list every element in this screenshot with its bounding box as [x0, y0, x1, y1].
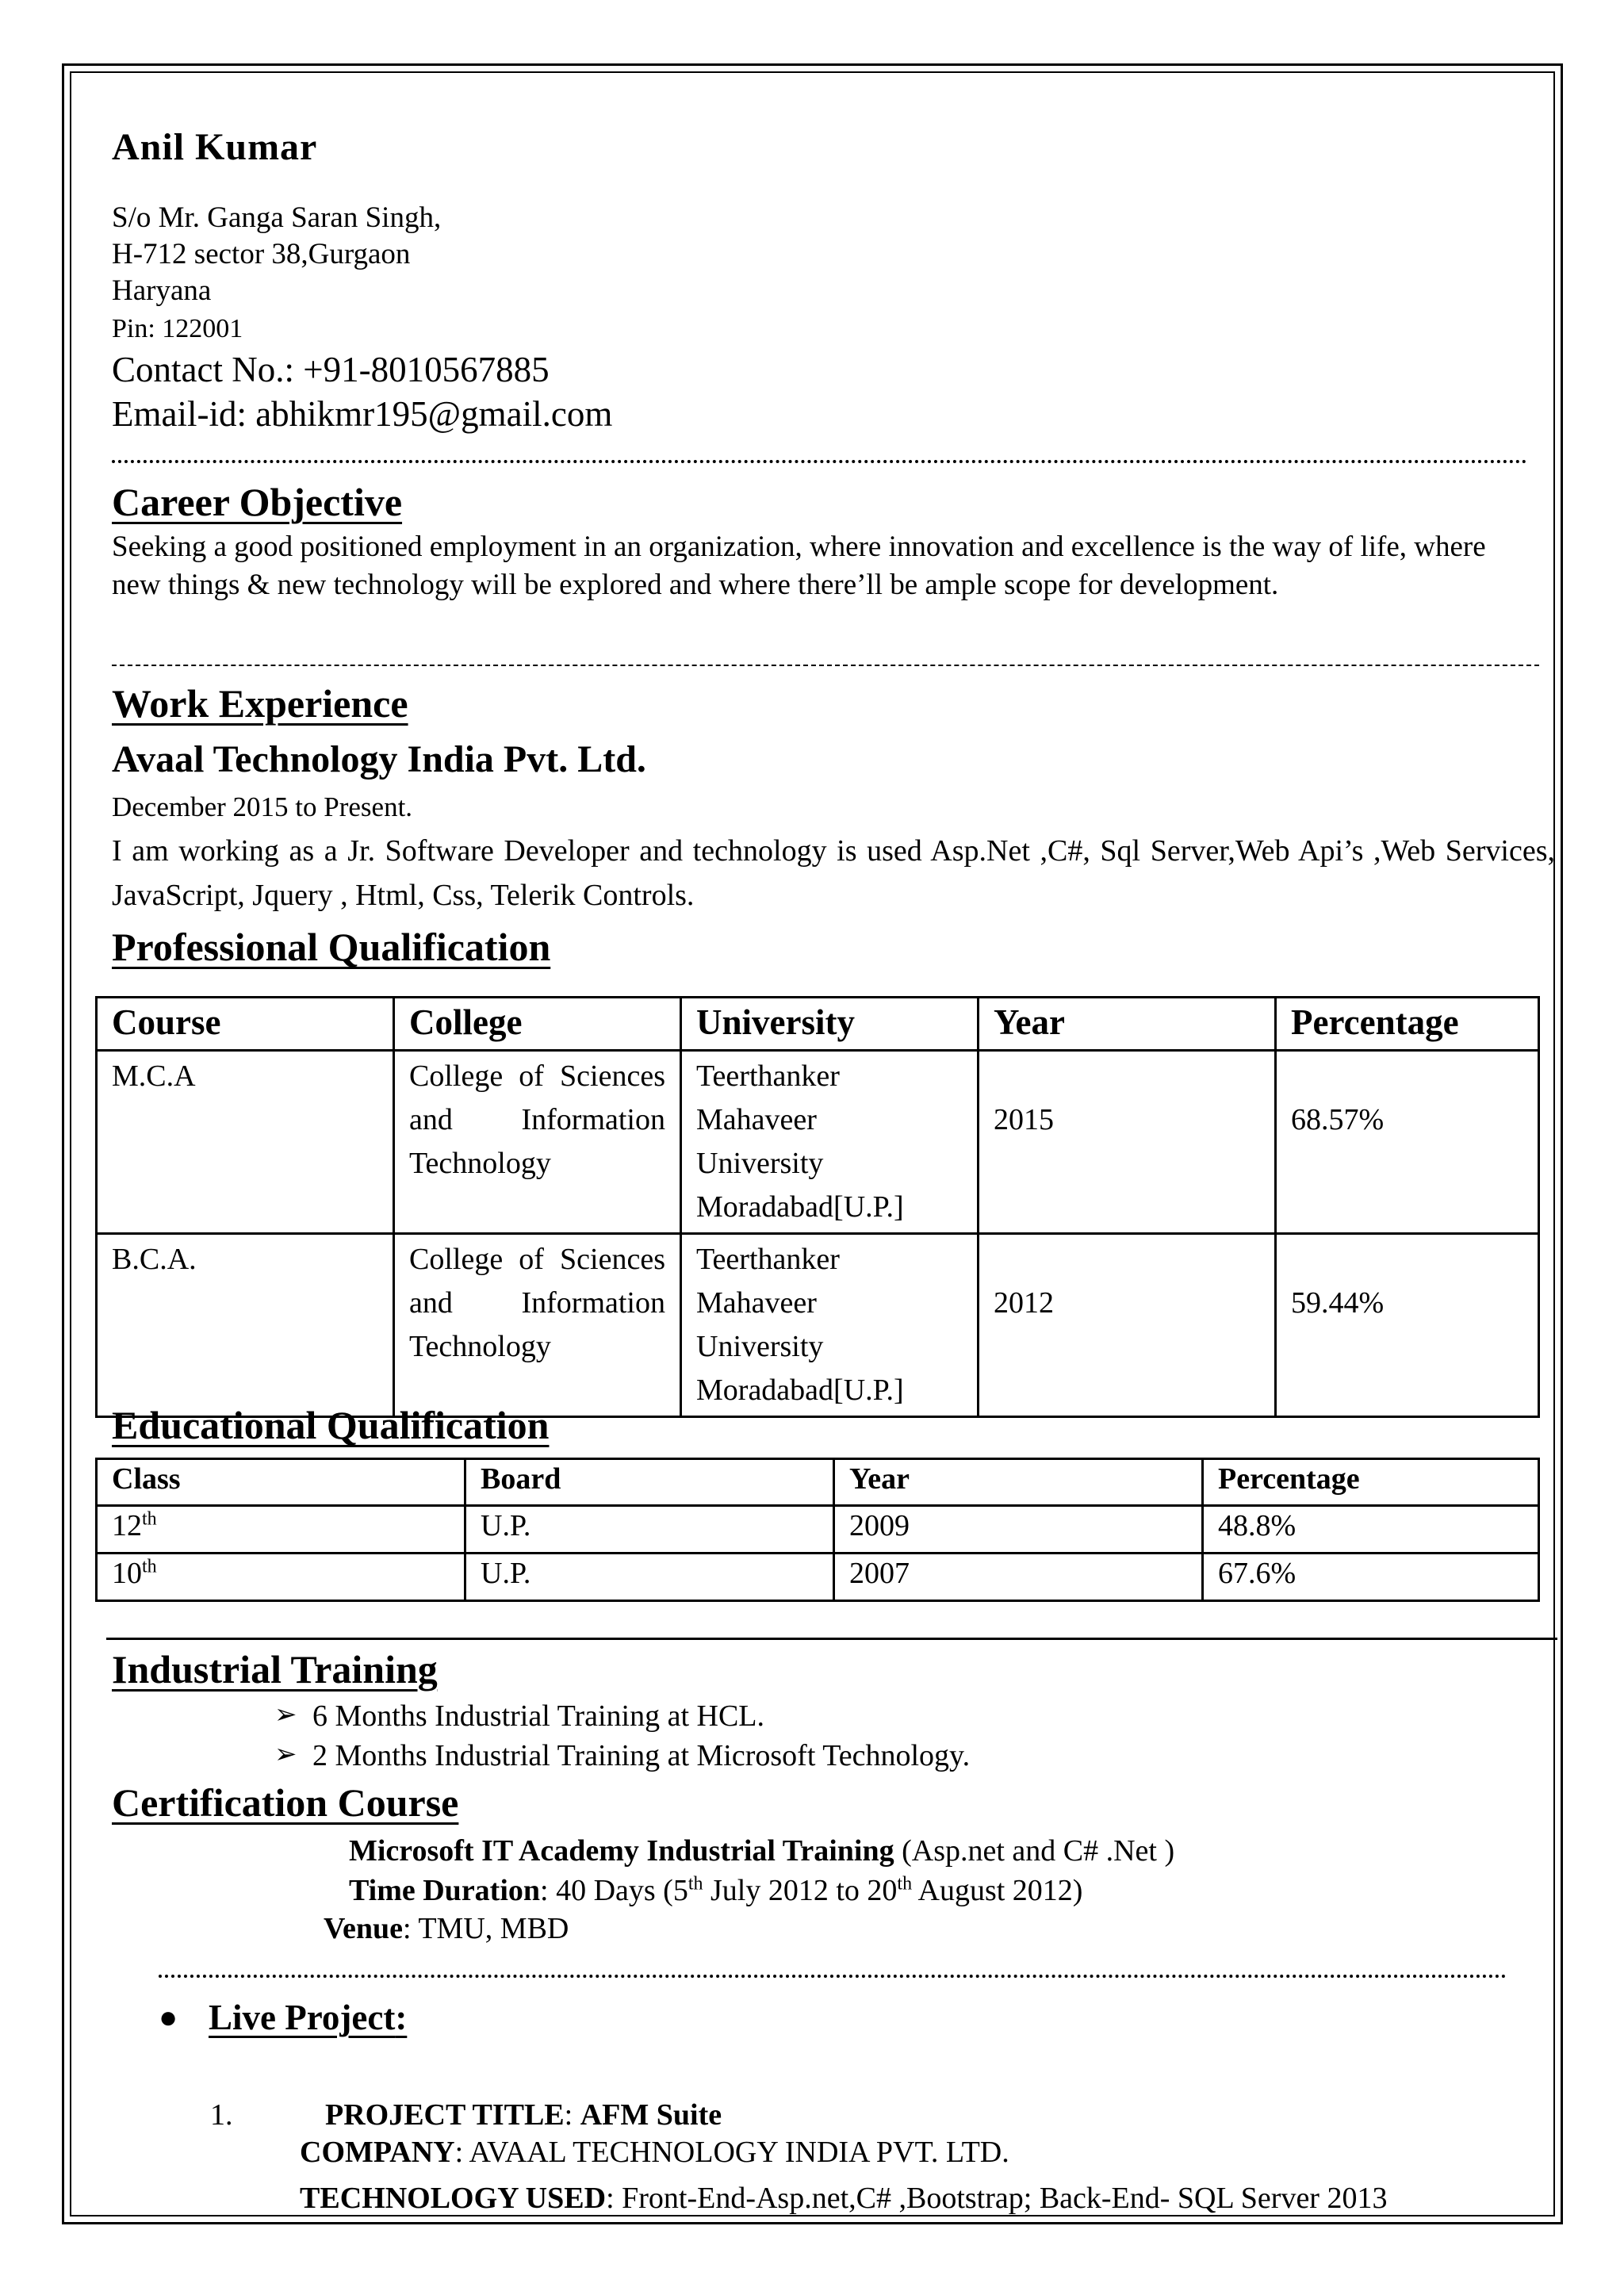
email-address: Email-id: abhikmr195@gmail.com [112, 394, 613, 434]
college-line: and Information [409, 1103, 665, 1136]
college-line: Technology [409, 1330, 551, 1363]
section-heading-live-project [209, 1997, 407, 2038]
ordinal-suffix: th [897, 1873, 913, 1895]
university-line: University [696, 1330, 824, 1363]
table-header-row [97, 998, 1539, 1051]
candidate-name: Anil Kumar [112, 126, 318, 168]
college-cell [394, 1051, 681, 1234]
work-description: I am working as a Jr. Software Developer and technology is used Asp.Net ,C#, Sql Server,Web Api’s ,Web Services, JavaScript, Jquery , Html, Css, Telerik Controls. [112, 834, 1555, 912]
career-objective-text: Seeking a good positioned employment in an organization, where innovation and excellence is the way of life, where new things & new technology will be explored and where there’ll be ample scope for development. [112, 531, 1486, 601]
duration-label: Time Duration [349, 1874, 541, 1907]
column-header: Course [97, 998, 394, 1051]
duration-text: : 40 Days (5 [540, 1874, 688, 1907]
certification-duration [349, 1873, 1082, 1908]
table-row [97, 1506, 1539, 1554]
column-header: Class [97, 1459, 465, 1506]
project-technology [300, 2181, 1387, 2216]
list-item: ➢ 2 Months Industrial Training at Microsoft Technology. [312, 1738, 970, 1773]
percentage-cell: 67.6% [1203, 1554, 1539, 1601]
section-heading-career: Career Objective [112, 480, 403, 524]
percentage-cell: 68.57% [1276, 1051, 1539, 1234]
university-line: Mahaveer [696, 1286, 817, 1320]
class-value: 12 [112, 1509, 142, 1542]
project-title-value: AFM Suite [580, 2098, 722, 2132]
duration-text: July 2012 to 20 [703, 1874, 898, 1907]
course-detail: (Asp.net and C# .Net ) [902, 1834, 1175, 1868]
project-company [300, 2135, 1009, 2170]
college-line: Technology [409, 1147, 551, 1180]
contact-number: Contact No.: +91-8010567885 [112, 350, 550, 389]
year-cell: 2007 [834, 1554, 1203, 1601]
college-cell [394, 1234, 681, 1417]
board-cell: U.P. [465, 1506, 834, 1554]
divider [112, 665, 1539, 666]
university-line: University [696, 1147, 824, 1180]
project-tech-value: : Front-End-Asp.net,C# ,Bootstrap; Back-End- SQL Server 2013 [606, 2182, 1388, 2215]
column-header: University [681, 998, 979, 1051]
year-cell: 2012 [979, 1234, 1276, 1417]
live-project-label: Live Project [209, 1998, 396, 2037]
divider [106, 1638, 1557, 1640]
university-line: Teerthanker [696, 1243, 840, 1276]
table-row [97, 1234, 1539, 1417]
section-heading-training: Industrial Training [112, 1647, 438, 1692]
course-cell: B.C.A. [97, 1234, 394, 1417]
year-cell: 2015 [979, 1051, 1276, 1234]
section-heading-certification: Certification Course [112, 1780, 459, 1825]
course-cell: M.C.A [97, 1051, 394, 1234]
venue-label: Venue [324, 1912, 403, 1945]
educational-qualification-table [95, 1458, 1540, 1602]
table-row [97, 1554, 1539, 1601]
address-line: H-712 sector 38,Gurgaon [112, 238, 411, 270]
university-line: Teerthanker [696, 1059, 840, 1093]
percentage-cell: 59.44% [1276, 1234, 1539, 1417]
course-name: Microsoft IT Academy Industrial Training [349, 1834, 894, 1868]
year-cell: 2009 [834, 1506, 1203, 1554]
project-tech-label: TECHNOLOGY USED [300, 2182, 607, 2215]
table-row [97, 1051, 1539, 1234]
address-line: Pin: 122001 [112, 314, 243, 343]
university-line: Moradabad[U.P.] [696, 1190, 904, 1224]
certification-venue [324, 1911, 569, 1946]
project-company-value: : AVAAL TECHNOLOGY INDIA PVT. LTD. [454, 2136, 1009, 2169]
column-header: Percentage [1276, 998, 1539, 1051]
bullet-icon: ● [159, 1999, 178, 2035]
class-value: 10 [112, 1557, 142, 1590]
table-header-row [97, 1459, 1539, 1506]
address-line: Haryana [112, 274, 212, 307]
class-suffix: th [142, 1556, 157, 1577]
university-line: Mahaveer [696, 1103, 817, 1136]
divider [159, 1975, 1507, 1978]
class-cell [97, 1506, 465, 1554]
column-header: Percentage [1203, 1459, 1539, 1506]
company-name: Avaal Technology India Pvt. Ltd. [112, 738, 646, 780]
section-heading-professional: Professional Qualification [112, 925, 551, 969]
live-project-colon: : [395, 1998, 408, 2037]
project-title-label: PROJECT TITLE [325, 2098, 565, 2132]
percentage-cell: 48.8% [1203, 1506, 1539, 1554]
college-line: College of Sciences [409, 1059, 665, 1093]
column-header: Year [834, 1459, 1203, 1506]
list-item: ➢ 6 Months Industrial Training at HCL. [312, 1699, 764, 1734]
duration-text: August 2012) [912, 1874, 1083, 1907]
work-period: December 2015 to Present. [112, 791, 413, 822]
certification-course [349, 1833, 1174, 1868]
venue-value: : TMU, MBD [402, 1912, 569, 1945]
university-cell [681, 1234, 979, 1417]
column-header: College [394, 998, 681, 1051]
address-line: S/o Mr. Ganga Saran Singh, [112, 201, 442, 234]
class-cell [97, 1554, 465, 1601]
project-title: PROJECT TITLE: AFM Suite [325, 2098, 722, 2132]
column-header: Year [979, 998, 1276, 1051]
divider [112, 460, 1527, 463]
section-heading-work: Work Experience [112, 681, 408, 726]
column-header: Board [465, 1459, 834, 1506]
class-suffix: th [142, 1508, 157, 1530]
college-line: and Information [409, 1286, 665, 1320]
board-cell: U.P. [465, 1554, 834, 1601]
university-line: Moradabad[U.P.] [696, 1374, 904, 1407]
university-cell [681, 1051, 979, 1234]
section-heading-educational: Educational Qualification [112, 1403, 550, 1447]
project-number: 1. [210, 2098, 233, 2132]
professional-qualification-table [95, 996, 1540, 1418]
ordinal-suffix: th [688, 1873, 703, 1895]
college-line: College of Sciences [409, 1243, 665, 1276]
project-company-label: COMPANY [300, 2136, 455, 2169]
